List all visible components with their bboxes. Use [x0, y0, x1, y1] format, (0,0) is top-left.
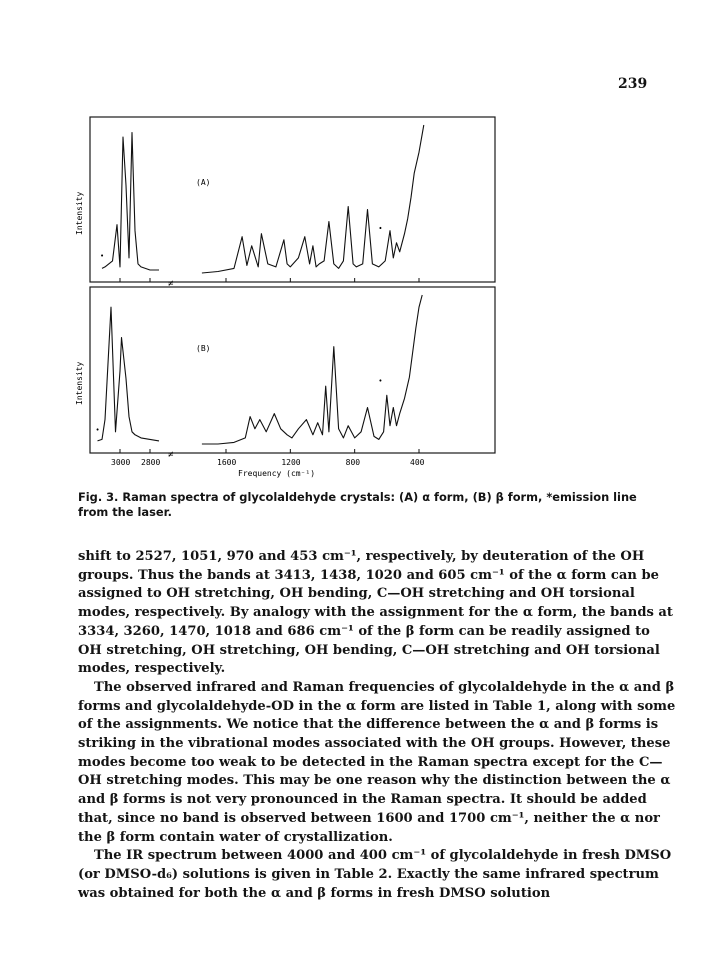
- page-number: 239: [618, 76, 648, 92]
- x-tick-label: 1200: [281, 458, 301, 467]
- paragraph-2: The observed infrared and Raman frequencies of glycolaldehyde in the α and β forms and glycolaldehyde-OD in the α form are listed in Table 1, along with some of the assignments. We notice that the difference between the α and β forms is striking in the vibrational modes associated with the OH groups. However, these modes become too weak to be detected in the Raman spectra except for the C—OH stretching modes. This may be one reason why the distinction between the α and β forms is not very pronounced in the Raman spectra. It should be added that, since no band is observed between 1600 and 1700 cm⁻¹, neither the α nor the β form contain water of crystallization.: [78, 679, 676, 845]
- x-tick-label: 800: [345, 458, 361, 467]
- panel-a-frame: [90, 117, 495, 282]
- panel-b-ylabel: Intensity: [75, 361, 84, 405]
- panel-a-ylabel: Intensity: [75, 191, 84, 235]
- emission-line-marker: •: [100, 251, 105, 260]
- spectrum-line-a-segment-1: [102, 133, 159, 270]
- panel-a-label: (A): [196, 178, 211, 187]
- paragraph-3: The IR spectrum between 4000 and 400 cm⁻¹ of glycolaldehyde in fresh DMSO (or DMSO-d₆) solutions is given in Table 2. Exactly the same infrared spectrum was obtained for both the α and β forms in fresh DMSO solution: [78, 848, 672, 901]
- body-text: [78, 548, 678, 903]
- x-tick-label: 3000: [111, 458, 131, 467]
- panel-a: [90, 117, 495, 289]
- axis-break-mark: ≠: [168, 279, 174, 289]
- panel-b-label: (B): [196, 344, 211, 353]
- axis-break-mark: ≠: [168, 450, 174, 460]
- x-tick-label: 1600: [217, 458, 237, 467]
- figure-caption: Fig. 3. Raman spectra of glycolaldehyde crystals: (A) α form, (B) β form, *emission line from the laser.: [78, 490, 637, 519]
- x-axis-label: Frequency (cm⁻¹): [238, 469, 316, 478]
- paragraph-1: shift to 2527, 1051, 970 and 453 cm⁻¹, respectively, by deuteration of the OH groups. Thus the bands at 3413, 1438, 1020 and 605 cm⁻¹ of the α form can be assigned to OH stretching, OH bending, C—OH stretching and OH torsional modes, respectively. By analogy with the assignment for the α form, the bands at 3334, 3260, 1470, 1018 and 686 cm⁻¹ of the β form can be readily assigned to OH stretching, OH stretching, OH bending, C—OH stretching and OH torsional modes, respectively.: [78, 549, 673, 677]
- emission-line-marker: •: [378, 224, 383, 233]
- panel-b-frame: [90, 287, 495, 453]
- emission-line-marker: •: [378, 377, 383, 386]
- spectrum-line-b-segment-1: [95, 307, 160, 441]
- x-tick-label: 400: [410, 458, 425, 467]
- x-tick-labels: [111, 458, 425, 467]
- emission-line-marker: •: [95, 425, 100, 434]
- panel-b: [90, 287, 495, 460]
- x-tick-label: 2800: [141, 458, 161, 467]
- spectrum-line-a-segment-2: [202, 125, 424, 273]
- spectrum-line-b-segment-2: [202, 295, 422, 444]
